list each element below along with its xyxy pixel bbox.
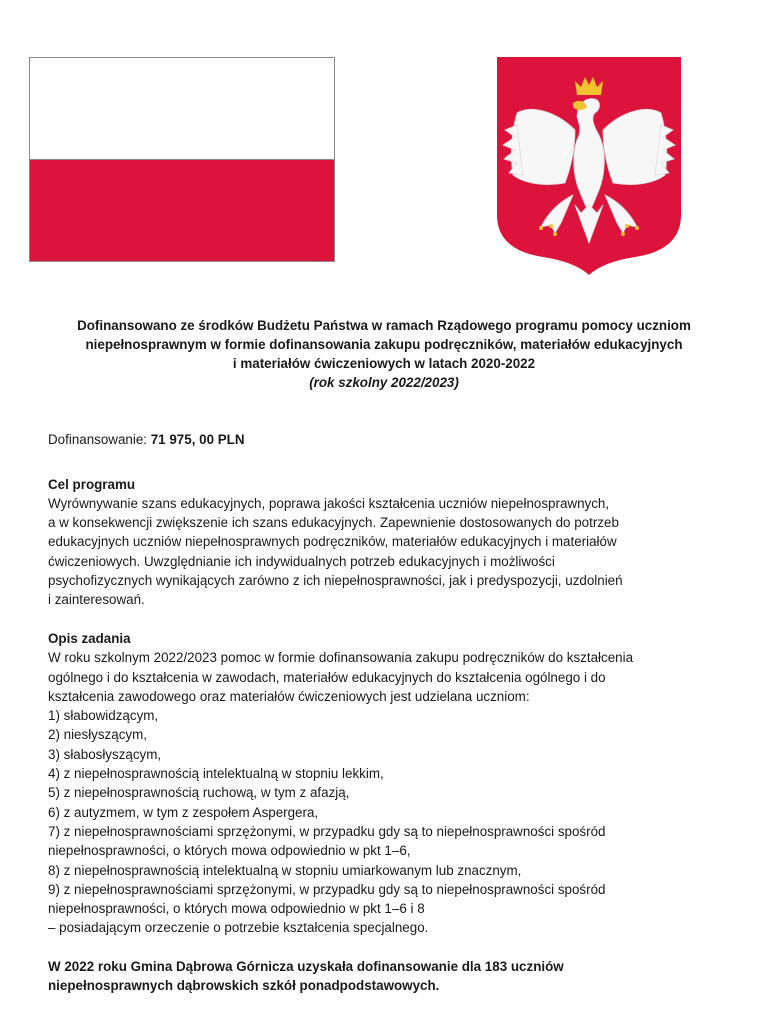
title-school-year: (rok szkolny 2022/2023) [309, 375, 459, 390]
funding-line [48, 430, 728, 449]
task-list-item: 7) z niepełnosprawnościami sprzężonymi, w przypadku gdy są to niepełnosprawności spośród [48, 823, 606, 839]
goal-line: i zainteresowań. [48, 592, 145, 608]
funding-amount: 71 975, 00 PLN [150, 432, 245, 447]
task-list-item: 4) z niepełnosprawnością intelektualną w stopniu lekkim, [48, 766, 384, 782]
goal-heading: Cel programu [48, 476, 136, 492]
document-title [40, 316, 728, 392]
task-list-item: niepełnosprawności, o których mowa odpowiednio w pkt 1–6, [48, 843, 411, 859]
task-intro-line: ogólnego i do kształcenia w zawodach, materiałów edukacyjnych do kształcenia ogólnego i do [48, 669, 606, 685]
goal-line: psychofizycznych wynikających zarówno z ich niepełnosprawności, jak i predyspozycji, uzdolnień [48, 573, 623, 589]
task-list-item: 2) niesłyszącym, [48, 727, 147, 743]
document-body [48, 430, 728, 996]
task-intro-line: kształcenia zawodowego oraz materiałów ćwiczeniowych jest udzielana uczniom: [48, 688, 530, 704]
task-list-item: 8) z niepełnosprawnością intelektualną w stopniu umiarkowanym lub znacznym, [48, 862, 522, 878]
poland-flag [29, 57, 335, 262]
summary-line: niepełnosprawnych dąbrowskich szkół ponadpodstawowych. [48, 978, 440, 994]
polish-eagle-emblem-icon [495, 55, 683, 277]
task-list-item: 9) z niepełnosprawnościami sprzężonymi, w przypadku gdy są to niepełnosprawności spośród [48, 881, 606, 897]
funding-label: Dofinansowanie: [48, 432, 151, 447]
goal-line: ćwiczeniowych. Uwzględnianie ich indywidualnych potrzeb edukacyjnych i możliwości [48, 553, 555, 569]
goal-line: edukacyjnych uczniów niepełnosprawnych podręczników, materiałów edukacyjnych i materiałów [48, 534, 617, 550]
task-list-item: 3) słabosłyszącym, [48, 746, 162, 762]
task-list-item: 6) z autyzmem, w tym z zespołem Aspergera, [48, 804, 319, 820]
task-intro-line: W roku szkolnym 2022/2023 pomoc w formie dofinansowania zakupu podręczników do kształcenia [48, 650, 634, 666]
title-line-1: Dofinansowano ze środków Budżetu Państwa w ramach Rządowego programu pomocy uczniom [77, 318, 691, 333]
flag-white-stripe [30, 58, 334, 160]
title-line-2: niepełnosprawnym w formie dofinansowania zakupu podręczników, materiałów edukacyjnych [85, 337, 683, 352]
task-heading: Opis zadania [48, 630, 131, 646]
summary-line: W 2022 roku Gmina Dąbrowa Górnicza uzyskała dofinansowanie dla 183 uczniów [48, 959, 564, 975]
task-list-item: niepełnosprawności, o których mowa odpowiednio w pkt 1–6 i 8 [48, 901, 425, 917]
flag-red-stripe [30, 160, 334, 262]
task-list-item: – posiadającym orzeczenie o potrzebie kształcenia specjalnego. [48, 920, 429, 936]
goal-line: Wyrównywanie szans edukacyjnych, poprawa jakości kształcenia uczniów niepełnosprawnych, [48, 495, 610, 511]
goal-line: a w konsekwencji zwiększenie ich szans edukacyjnych. Zapewnienie dostosowanych do potrzeb [48, 515, 619, 531]
title-line-3: i materiałów ćwiczeniowych w latach 2020-2022 [232, 356, 536, 371]
task-list-item: 1) słabowidzącym, [48, 708, 159, 724]
task-list-item: 5) z niepełnosprawnością ruchową, w tym z afazją, [48, 785, 350, 801]
